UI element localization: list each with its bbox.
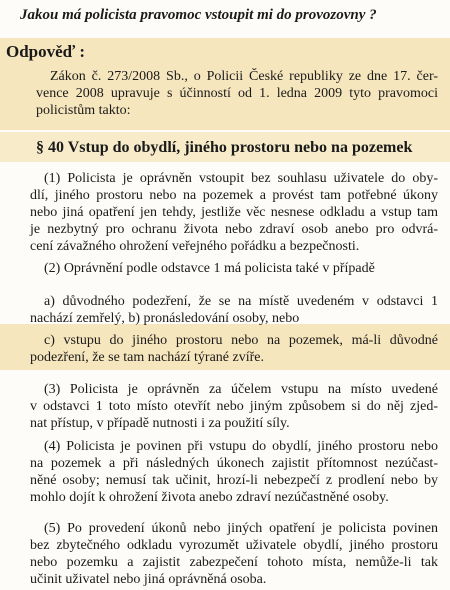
text-line: podezření, že se tam nachází týrané zvíře. xyxy=(30,350,264,365)
text-line: učinit uživatel nebo jiná oprávněná osoba. xyxy=(30,572,267,587)
answer-label: Odpověď : xyxy=(6,42,86,61)
paragraph-5 xyxy=(30,520,438,588)
text-line: je nezbytný pro ochranu života nebo zdraví osob anebo pro odvrá- xyxy=(30,222,438,237)
paragraph-4 xyxy=(30,438,438,506)
text-line: mohlo dojít k ohrožení života anebo zdraví nezúčastněné osoby. xyxy=(30,490,389,505)
text-line: (5) Po provedení úkonů nebo jiných opatření je policista povinen xyxy=(44,521,438,536)
text-line: (2) Oprávnění podle odstavce 1 má policista také v případě xyxy=(44,261,375,276)
text-line: nebo pozemku a zajistit zabezpečení tohoto místa, nemůže-li tak xyxy=(30,555,438,570)
text-line: nachází zemřelý, b) pronásledování osoby, nebo xyxy=(30,311,300,326)
text-line: a) důvodného podezření, že se na místě uvedeném v odstavci 1 xyxy=(44,294,438,309)
text-line: vence 2008 upravuje s účinností od 1. ledna 2009 tyto pravomoci xyxy=(36,86,438,101)
section-title: § 40 Vstup do obydlí, jiného prostoru nebo na pozemek xyxy=(36,139,413,156)
paragraph-2 xyxy=(30,260,438,277)
paragraph-3 xyxy=(30,381,438,432)
text-line: Zákon č. 273/2008 Sb., o Policii České republiky ze dne 17. čer- xyxy=(50,69,438,84)
text-line: policistům takto: xyxy=(36,103,131,118)
text-line: něné osoby; nemusí tak učinit, hrozí-li nebezpečí z prodlení nebo by xyxy=(30,473,438,488)
text-line: nebo jiná opatření jen tehdy, jestliže věc nesnese odkladu a vstup tam xyxy=(30,205,438,220)
paragraph-1 xyxy=(30,170,438,255)
paragraph-2a xyxy=(30,293,438,327)
text-line: na pozemek a při následných úkonech zajistit přítomnost nezúčast- xyxy=(30,456,438,471)
question-heading: Jakou má policista pravomoc vstoupit mi do provozovny ? xyxy=(20,7,377,23)
text-line: cení závažného ohrožení veřejného pořádku a bezpečnosti. xyxy=(30,239,360,254)
text-line: dlí, jiného prostoru nebo na pozemek a provést tam potřebné úkony xyxy=(30,188,438,203)
text-line: nat přístup, v případě nutnosti i za použití síly. xyxy=(30,416,290,431)
text-line: bez zbytečného odkladu vyrozumět uživatele obydlí, jiného prostoru xyxy=(30,538,438,553)
text-line: (4) Policista je povinen při vstupu do obydlí, jiného prostoru nebo xyxy=(44,439,438,454)
paragraph-2c xyxy=(30,332,438,366)
text-line: (1) Policista je oprávněn vstoupit bez souhlasu uživatele do oby- xyxy=(44,171,438,186)
text-line: (3) Policista je oprávněn za účelem vstupu na místo uvedené xyxy=(44,382,438,397)
text-line: c) vstupu do jiného prostoru nebo na pozemek, má-li důvodné xyxy=(44,333,438,348)
text-line: v odstavci 1 toto místo otevřít nebo jiným způsobem si do něj zjed- xyxy=(30,399,438,414)
law-intro xyxy=(36,68,438,119)
